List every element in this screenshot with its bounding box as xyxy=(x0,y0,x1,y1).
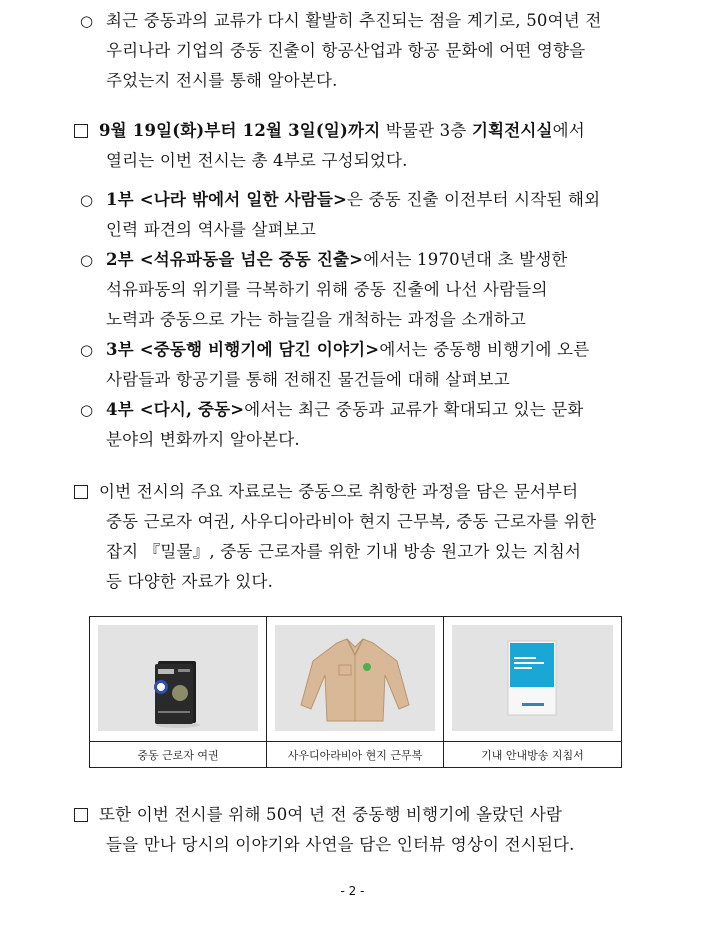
text-line: 이번 전시의 주요 자료로는 중동으로 취항한 과정을 담은 문서부터 xyxy=(99,482,579,501)
part-title: 1부 <나라 밖에서 일한 사람들> xyxy=(106,190,348,209)
checkbox-bullet-icon xyxy=(74,808,88,822)
sub-bullet-marker: ○ xyxy=(80,12,94,30)
text-line: 들을 만나 당시의 이야기와 사연을 담은 인터뷰 영상이 전시된다. xyxy=(106,835,575,854)
part-title: 4부 <다시, 중동> xyxy=(106,400,245,419)
passport-icon xyxy=(98,625,258,731)
text-span: 은 중동 진출 이전부터 시작된 해외 xyxy=(347,190,601,209)
photo-caption: 기내 안내방송 지침서 xyxy=(444,741,621,767)
text-line: 또한 이번 전시를 위해 50여 년 전 중동행 비행기에 올랐던 사람 xyxy=(99,805,563,824)
sub-bullet-marker: ○ xyxy=(80,191,94,209)
materials-paragraph xyxy=(99,477,640,597)
text-line: 분야의 변화까지 알아본다. xyxy=(106,430,300,449)
text-line: 노력과 중동으로 가는 하늘길을 개척하는 과정을 소개하고 xyxy=(106,310,527,329)
text-line: 등 다양한 자료가 있다. xyxy=(106,572,274,591)
interview-paragraph xyxy=(99,800,640,860)
page-number: - 2 - xyxy=(340,884,365,898)
checkbox-bullet-icon xyxy=(74,485,88,499)
text-line: 석유파동의 위기를 극복하기 위해 중동 진출에 나선 사람들의 xyxy=(106,280,548,299)
photo-cell-guidebook xyxy=(444,617,621,767)
text-span: 박물관 3층 xyxy=(380,121,472,140)
work-uniform-icon xyxy=(275,625,435,731)
exhibition-paragraph xyxy=(99,116,640,176)
part-1-paragraph xyxy=(106,185,640,245)
photo-passport xyxy=(98,625,258,731)
sub-bullet-marker: ○ xyxy=(80,341,94,359)
photo-cell-passport xyxy=(90,617,267,767)
text-line: 주었는지 전시를 통해 알아본다. xyxy=(106,71,338,90)
text-line: 우리나라 기업의 중동 진출이 항공산업과 항공 문화에 어떤 영향을 xyxy=(106,41,586,60)
text-line: 인력 파견의 역사를 살펴보고 xyxy=(106,220,317,239)
part-3-paragraph xyxy=(106,335,640,395)
guidebook-icon xyxy=(452,625,613,731)
exhibition-venue: 기획전시실 xyxy=(471,121,553,140)
text-line xyxy=(106,245,640,275)
photo-cell-uniform xyxy=(267,617,444,767)
exhibition-dates: 9월 19일(화)부터 12월 3일(일)까지 xyxy=(99,121,381,140)
photo-guidebook xyxy=(452,625,613,731)
photo-table xyxy=(89,616,622,768)
sub-bullet-marker: ○ xyxy=(80,401,94,419)
text-line: 최근 중동과의 교류가 다시 활발히 추진되는 점을 계기로, 50여년 전 xyxy=(106,11,602,30)
text-span: 에서는 1970년대 초 발생한 xyxy=(363,250,568,269)
text-line xyxy=(106,395,640,425)
text-line: 사람들과 항공기를 통해 전해진 물건들에 대해 살펴보고 xyxy=(106,370,510,389)
text-line xyxy=(106,335,640,365)
text-line: 잡지 『밀물』, 중동 근로자를 위한 기내 방송 원고가 있는 지침서 xyxy=(106,542,582,561)
intro-paragraph xyxy=(106,6,640,96)
text-line xyxy=(99,116,640,146)
text-span: 에서는 최근 중동과 교류가 확대되고 있는 문화 xyxy=(244,400,584,419)
checkbox-bullet-icon xyxy=(74,124,88,138)
text-line xyxy=(106,185,640,215)
photo-caption: 사우디아라비아 현지 근무복 xyxy=(267,741,443,767)
part-title: 2부 <석유파동을 넘은 중동 진출> xyxy=(106,250,364,269)
text-span: 에서는 중동행 비행기에 오른 xyxy=(379,340,590,359)
sub-bullet-marker: ○ xyxy=(80,251,94,269)
text-line: 열리는 이번 전시는 총 4부로 구성되었다. xyxy=(106,151,408,170)
part-title: 3부 <중동행 비행기에 담긴 이야기> xyxy=(106,340,380,359)
photo-uniform xyxy=(275,625,435,731)
part-2-paragraph xyxy=(106,245,640,335)
text-line: 중동 근로자 여권, 사우디아라비아 현지 근무복, 중동 근로자를 위한 xyxy=(106,512,597,531)
text-span: 에서 xyxy=(552,121,585,140)
part-4-paragraph xyxy=(106,395,640,455)
photo-caption: 중동 근로자 여권 xyxy=(90,741,266,767)
